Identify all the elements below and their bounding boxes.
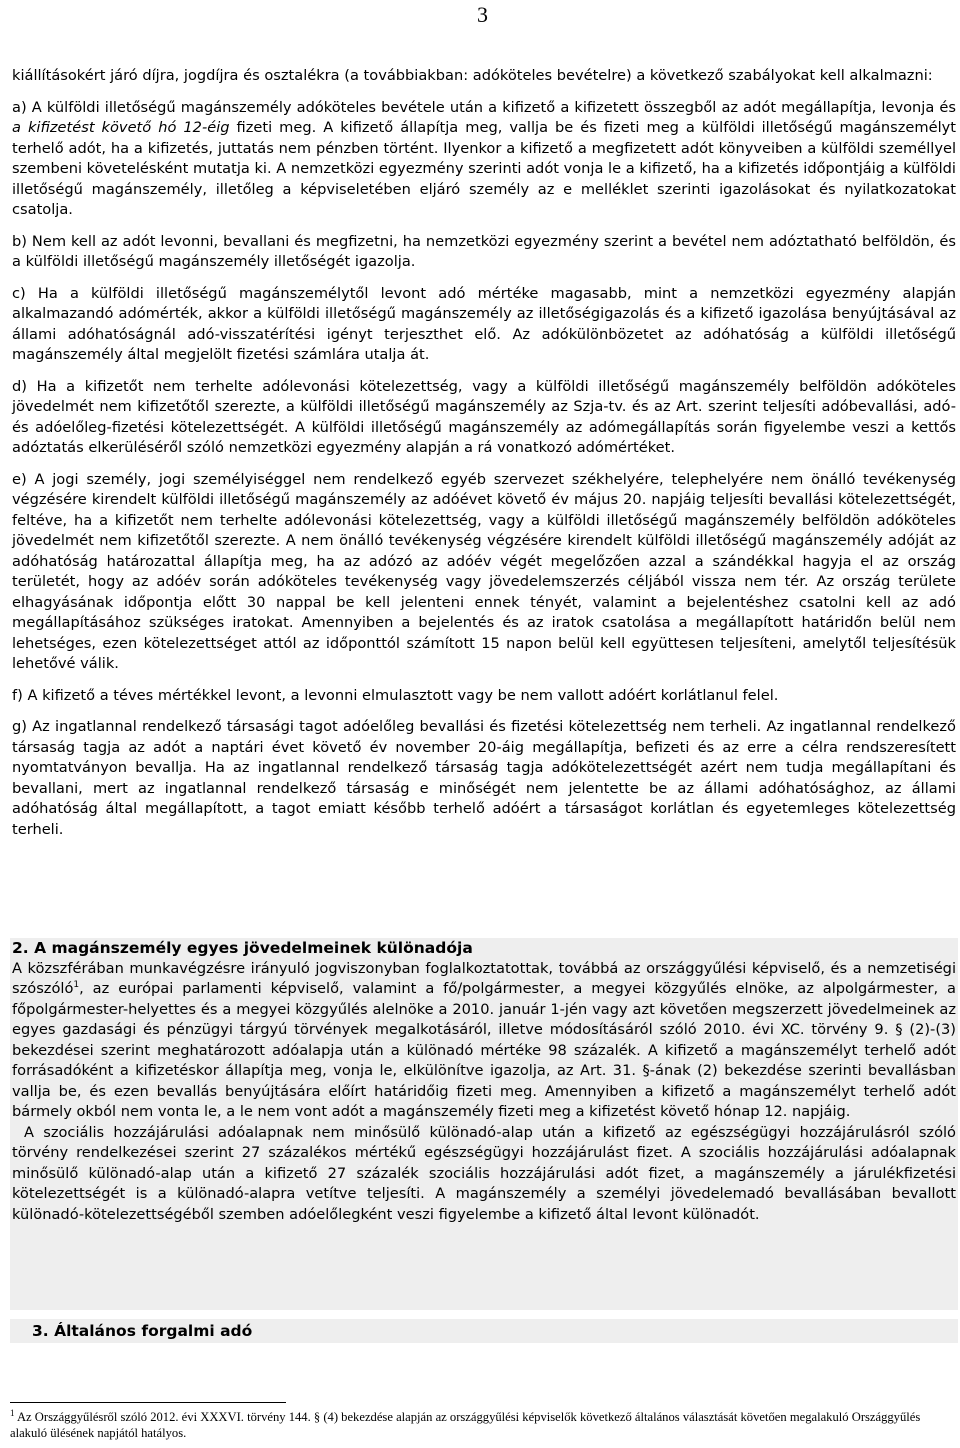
item-a-paragraph <box>12 98 956 221</box>
section-2 <box>12 938 956 1225</box>
section-2-text-end: , az európai parlamenti képviselő, valamint a fő/polgármester, a megyei közgyűlés elnöke, az alpolgármester, a főpolgármester-helyettes és a megyei közgyűlés alelnöke a 2010. január 1-jén vagy azt követően megszerzett jövedelmeinek az egyes gazdasági és pénzügyi tárgyú törvények megalkotásáról, illetve módosításáról szóló 2010. évi XC. törvény 9. § (2)-(3) bekezdései szerint meghatározott adóalapja után a különadó mértéke 98 százalék. A kifizető a magánszemélyt terhelő adót forrásadóként a kifizetéskor állapítja meg, vonja le, elkülönítve igazolja, az Art. 31. §-ának (2) bekezdése szerinti bevallásban vallja be, és ezen bevallás benyújtására előírt határidőig fizeti meg. Amennyiben a kifizető a magánszemélyt terhelő adót bármely okból nem vonta le, a le nem vont adót a magánszemély fizeti meg a kifizetést követő hónap 12. napjáig. <box>12 980 956 1120</box>
footnote-text: Az Országgyűlésről szóló 2012. évi XXXVI. törvény 144. § (4) bekezdése alapján az országgyűlési képviselők következő általános választását követően megalakuló Országgyűlés alakuló ülésének napjától hatályos. <box>10 1410 921 1440</box>
section-2-heading: 2. A magánszemély egyes jövedelmeinek különadója <box>12 939 473 957</box>
section-2-paragraph-1 <box>12 959 956 1123</box>
section-3-heading: 3. Általános forgalmi adó <box>32 1322 253 1340</box>
item-a-text-start: a) A külföldi illetőségű magánszemély adóköteles bevétele után a kifizető a kifizetett összegből az adót megállapítja, levonja és <box>12 98 956 116</box>
footnote <box>10 1409 954 1441</box>
item-g-paragraph: g) Az ingatlannal rendelkező társasági tagot adóelőleg bevallási és fizetési kötelezettség nem terheli. Az ingatlannal rendelkező társaság tagja az adót a naptári évet követő év november 20-áig megállapítja, befizeti és az erre a célra rendszeresített nyomtatványon bevallja. Ha az ingatlannal rendelkező társaság tagja adókötelezettségét azért nem tudja megállapítani és bevallani, mert az ingatlannal rendelkező társaság e minőségét nem jelentette be az állami adóhatósághoz, az állami adóhatóság által megállapított, a tagot emiatt később terhelő adóért a társaságot korlátlan és egyetemleges kötelezettség terheli. <box>12 718 956 838</box>
footnote-reference[interactable]: 1 <box>73 980 80 991</box>
item-d-paragraph: d) Ha a kifizetőt nem terhelte adólevonási kötelezettség, vagy a külföldi illetőségű magánszemély belföldön adóköteles jövedelmét nem kifizetőtől szerezte, a külföldi illetőségű magánszemély az Szja-tv. és az Art. szerint teljesíti adóbevallási, adó- és adóelőleg-fizetési kötelezettségét. A külföldi illetőségű magánszemély az adómegállapítás során figyelembe veszi a kettős adóztatás elkerüléséről szóló nemzetközi egyezmény alapján a rá vonatkozó adómértéket. <box>12 377 956 456</box>
page-number: 3 <box>477 2 488 27</box>
intro-paragraph: kiállításokért járó díjra, jogdíjra és osztalékra (a továbbiakban: adóköteles bevételre) a következő szabályokat kell alkalmazni: <box>12 67 933 84</box>
item-f-paragraph: f) A kifizető a téves mértékkel levont, a levonni elmulasztott vagy be nem vallott adóért korlátlanul felel. <box>12 686 779 704</box>
document-body <box>12 66 956 840</box>
footnote-mark: 1 <box>10 1407 15 1418</box>
item-e-paragraph: e) A jogi személy, jogi személyiséggel nem rendelkező egyéb szervezet székhelyére, telephelyére nem önálló tevékenység végzésére kirendelt külföldi illetőségű magánszemély az adóévet követő év május 20. napjáig teljesíti bevallási kötelezettségét, feltéve, ha a kifizetőt nem terhelte adólevonási kötelezettség, vagy a külföldi illetőségű magánszemély belföldön adóköteles jövedelmét nem kifizetőtől szerezte. A nem önálló tevékenység végzésére kirendelt külföldi illetőségű magánszemély adóját az adóhatóság határozattal állapítja meg, ha az adózó az adóév végét megelőzően azzal a szándékkal hagyja el az ország területét, hogy az adóév során adóköteles tevékenység vagy jövedelemszerzés céljából vissza nem tér. Az ország területe elhagyásának időpontja előtt 30 nappal be kell jelenteni ennek tényét, valamint a bejelentéshez csatolni kell az adó megállapításához szükséges iratokat. Amennyiben a bejelentés és az iratok csatolása a megállapított határidőn belül nem lehetséges, ezen kötelezettséget attól az időponttól számított 15 napon belül kell együttesen teljesíteni, amelytől teljesítésük lehetővé válik. <box>12 470 956 672</box>
item-c-paragraph: c) Ha a külföldi illetőségű magánszemélytől levont adó mértéke magasabb, mint a nemzetközi egyezmény alapján alkalmazandó adómérték, akkor a külföldi illetőségű magánszemély az illetőségigazolás és a kifizető igazolása benyújtásával az állami adóhatóságnál adó-visszatérítési igényt terjeszthet elő. Az adókülönbözetet az adóhatóság a külföldi illetőségű magánszemély által megjelölt fizetési számlára utalja át. <box>12 284 956 363</box>
footnote-divider <box>10 1402 286 1403</box>
section-2-paragraph-2: A szociális hozzájárulási adóalapnak nem minősülő különadó-alap után a kifizető az egészségügyi hozzájárulásról szóló törvény rendelkezései szerint 27 százalékos mértékű egészségügyi hozzájárulást fizet. A szociális hozzájárulási adóalapnak minősülő különadó-alap után a kifizető 27 százalék szociális hozzájárulási adót fizet, a magánszemély a járulékfizetési kötelezettségét is a különadó-alapra vetítve teljesíti. A magánszemély a személyi jövedelemadó bevallásában bevallott különadó-kötelezettségéből szemben adóelőlegként veszi figyelembe a kifizető által levont különadót. <box>12 1123 956 1223</box>
item-a-text-end: fizeti meg. A kifizető állapítja meg, vallja be és fizeti meg a külföldi illetőségű magánszemélyt terhelő adót, ha a kifizetés, juttatás nem pénzben történt. Ilyenkor a kifizető a megfizetett adót könyveiben a külföldi személlyel szembeni követelésként mutatja ki. A nemzetközi egyezmény szerinti adót vonja le a kifizető, ha a kifizetés időpontjáig a külföldi illetőségű magánszemély, illetőleg a képviseletében eljáró személy az e melléklet szerinti igazolásokat és nyilatkozatokat csatolja. <box>12 119 956 218</box>
item-a-deadline: a kifizetést követő hó 12-éig <box>12 119 230 136</box>
section-2-text-start: A közszférában munkavégzésre irányuló jogviszonyban foglalkoztatottak, továbbá az országgyűlési képviselő, és a nemzetiségi szószóló <box>12 959 956 997</box>
item-b-paragraph: b) Nem kell az adót levonni, bevallani és megfizetni, ha nemzetközi egyezmény szerint a bevétel nem adóztatható belföldön, és a külföldi illetőségű magánszemély illetőségét igazolja. <box>12 232 956 270</box>
